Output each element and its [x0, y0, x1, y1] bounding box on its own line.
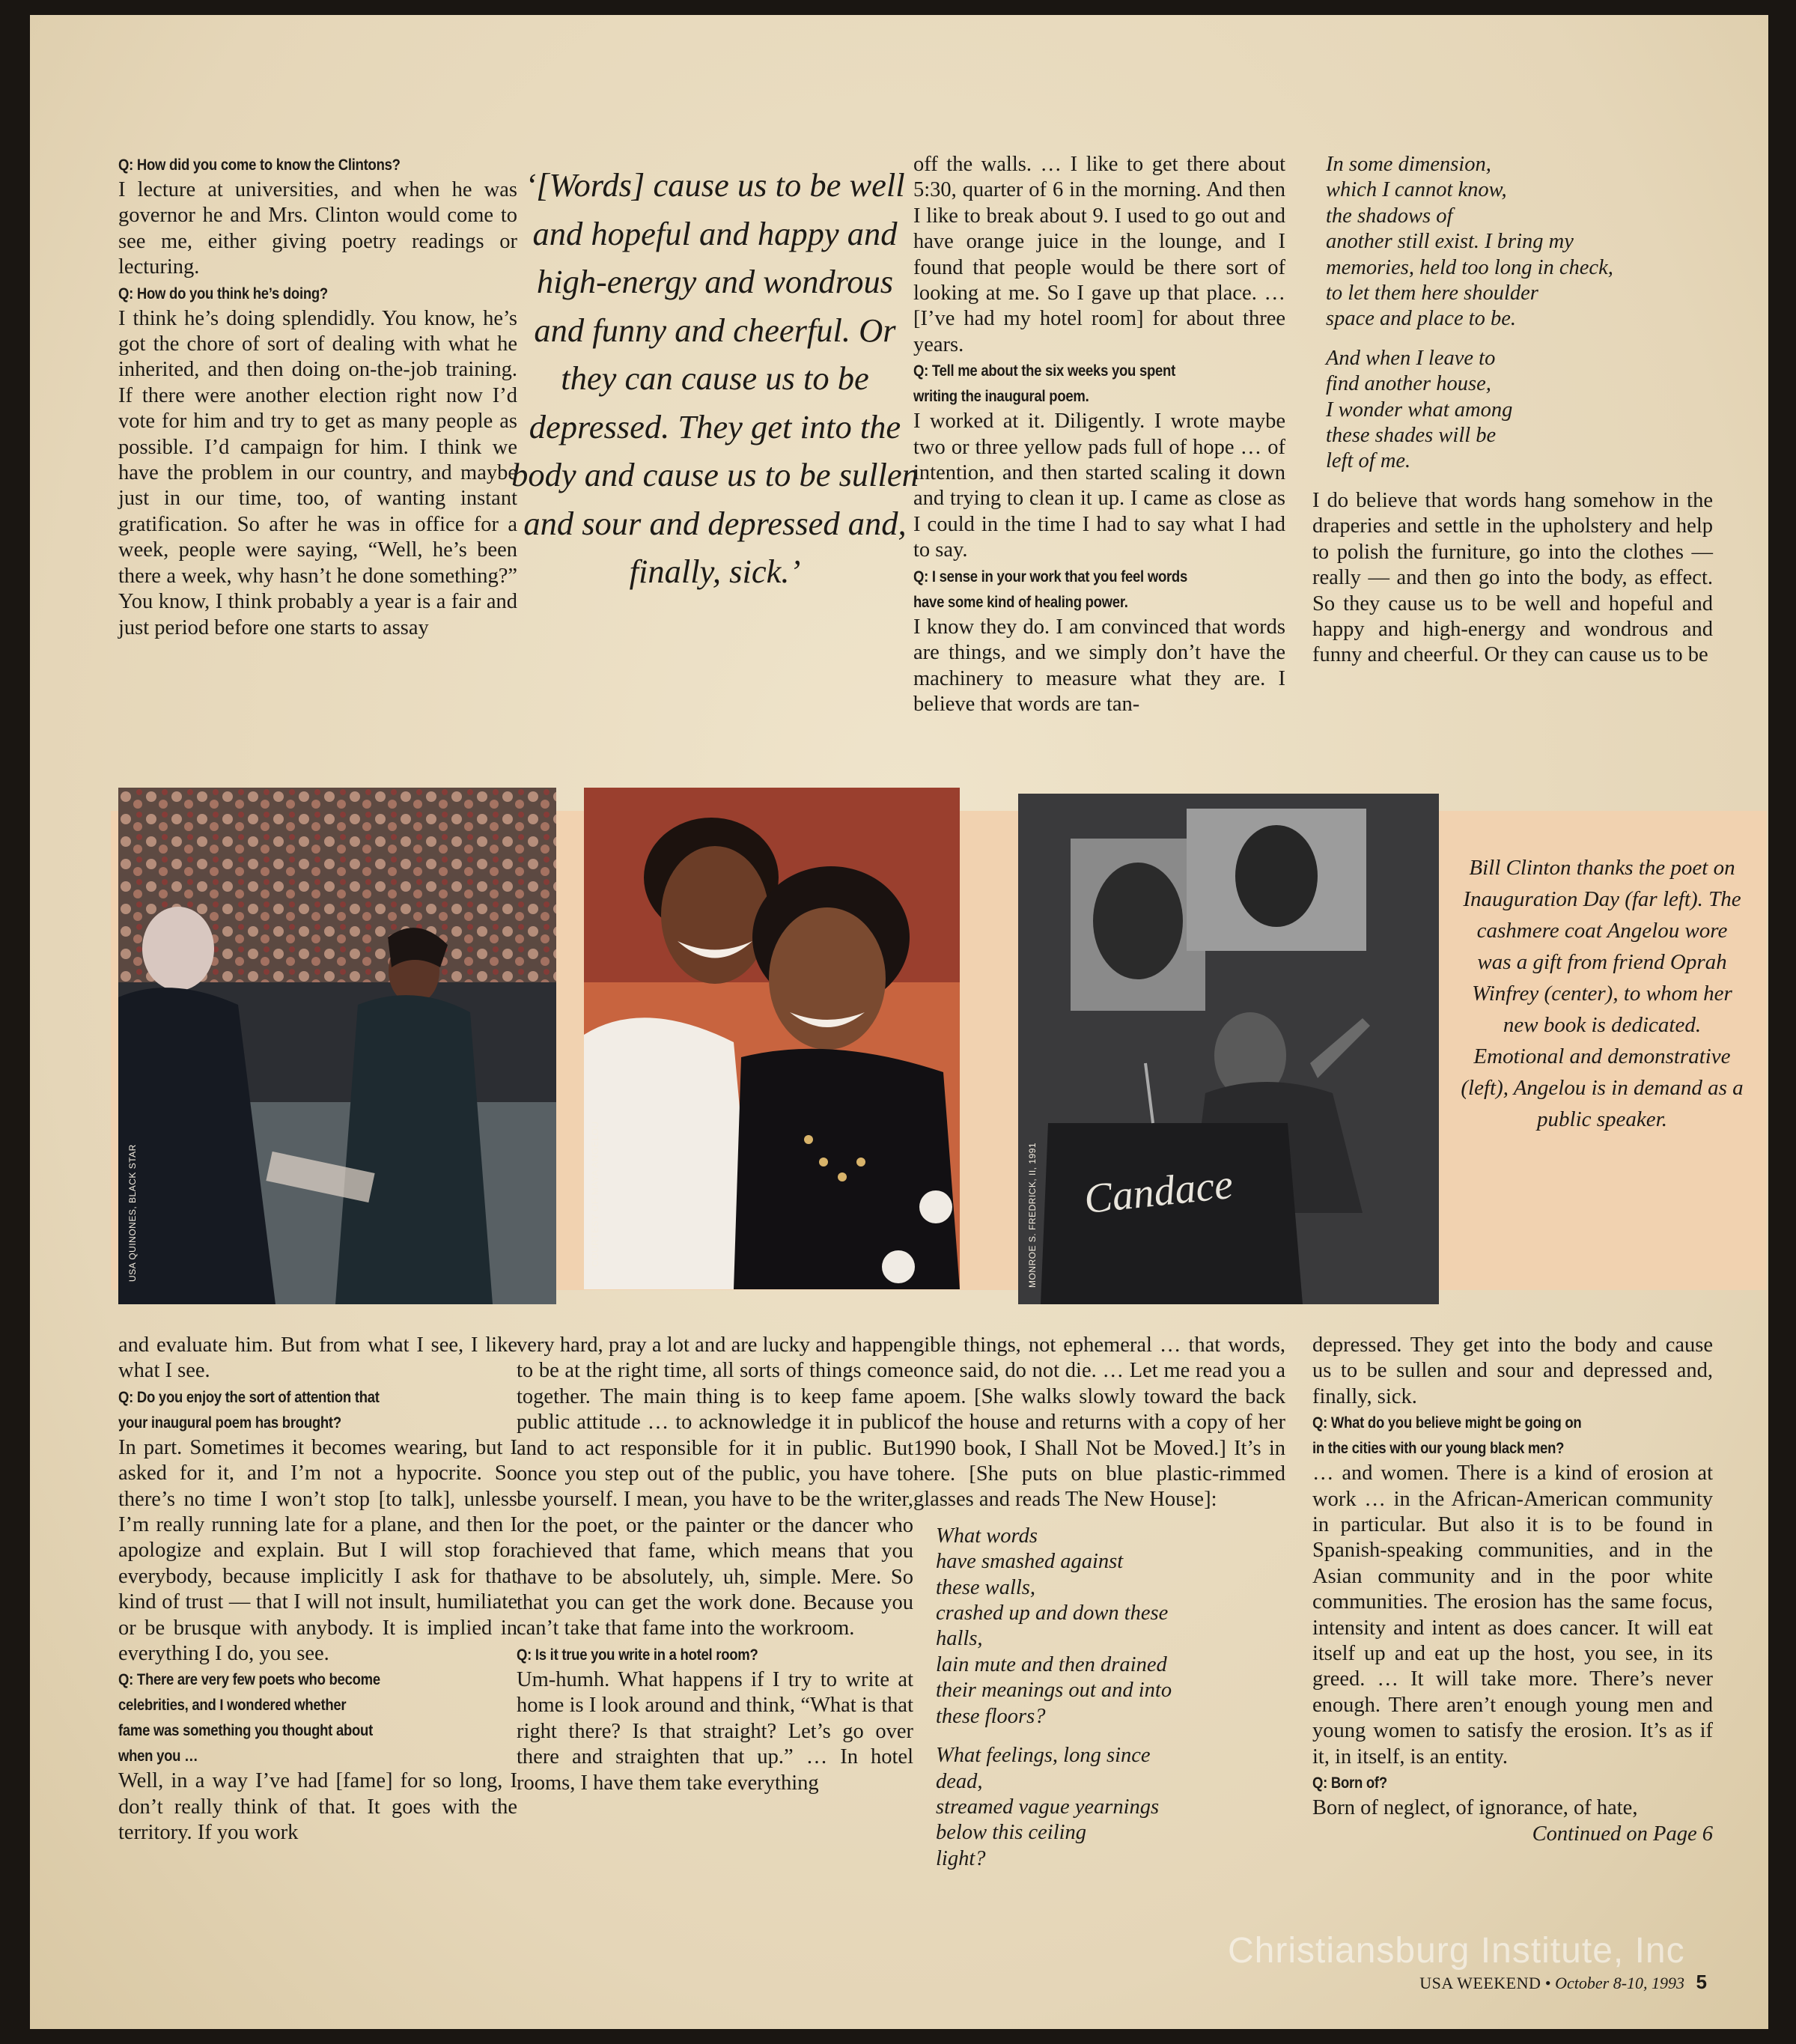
- question-line: Q: Do you enjoy the sort of attention that: [118, 1387, 380, 1406]
- poem-line: to let them here shoulder: [1326, 282, 1538, 305]
- poem-line: these walls,: [936, 1575, 1035, 1599]
- poem-stanza: [1326, 152, 1713, 332]
- poem-line: which I cannot know,: [1326, 178, 1507, 202]
- question-line: Q: What do you believe might be going on: [1312, 1414, 1582, 1432]
- poem-line: And when I leave to: [1326, 346, 1496, 370]
- column-3-bottom: [913, 1333, 1285, 1885]
- answer-paragraph: I lecture at universities, and when he was governor he and Mrs. Clinton would come to see me, either giving poetry readings or lecturing.: [118, 178, 517, 279]
- question-line: Q: Born of?: [1312, 1774, 1387, 1792]
- publication-name: USA WEEKEND: [1419, 1974, 1541, 1992]
- question-line: in the cities with our young black men?: [1312, 1439, 1565, 1458]
- speaker-image: [1018, 794, 1439, 1304]
- poem-line: memories, held too long in check,: [1326, 255, 1613, 279]
- column-1-top: [118, 152, 517, 641]
- poem-line: these floors?: [936, 1704, 1046, 1728]
- question-line: writing the inaugural poem.: [913, 387, 1089, 406]
- poem-line: dead,: [936, 1769, 983, 1793]
- question-line: Q: I sense in your work that you feel words: [913, 567, 1187, 585]
- poem-line: have smashed against: [936, 1550, 1124, 1574]
- column-2-bottom: [517, 1333, 913, 1796]
- poem-new-house-excerpt-bottom: [913, 1524, 1285, 1872]
- poem-new-house-excerpt-top: [1312, 152, 1713, 475]
- photo-credit-2: COURTESY OF MAYA ANGELOU: [590, 1121, 600, 1267]
- question-line: have some kind of healing power.: [913, 592, 1128, 611]
- footer-bullet: •: [1544, 1974, 1551, 1992]
- poem-line: space and place to be.: [1326, 307, 1517, 331]
- poem-stanza: [936, 1743, 1285, 1872]
- answer-paragraph: Born of neglect, of ignorance, of hate,: [1312, 1796, 1638, 1820]
- answer-paragraph: Um-humh. What happens if I try to write at home is I look around and think, “What is that right there? Is that straight? Let’s go over there and straighten that up.” … In hotel rooms, I have them take everything: [517, 1667, 913, 1795]
- column-4-top-text: I do believe that words hang somehow in the draperies and settle in the upholstery and help to polish the furniture, go into the clothes — really — and then go into the body, as effect. So they cause us to be well and hopeful and happy and high-energy and wondrous and funny and cheerful. Or they can cause us to be: [1312, 488, 1713, 667]
- poem-line: their meanings out and into: [936, 1679, 1172, 1703]
- poem-line: I wonder what among: [1326, 398, 1513, 422]
- column-4-top: [1312, 152, 1713, 669]
- inauguration-image: [118, 788, 556, 1304]
- continued-line: Continued on Page 6: [1532, 1822, 1713, 1846]
- poem-line: light?: [936, 1846, 986, 1870]
- question-line: Q: How did you come to know the Clintons?: [118, 156, 401, 174]
- question-line: your inaugural poem has brought?: [118, 1413, 341, 1432]
- question-line: celebrities, and I wondered whether: [118, 1696, 347, 1715]
- page-footer: [1419, 1971, 1707, 1994]
- column-4-bottom: [1312, 1333, 1713, 1847]
- photo-credit-1: USA QUINONES, BLACK STAR: [127, 1144, 138, 1282]
- watermark: Christiansburg Institute, Inc: [1228, 1931, 1685, 1971]
- column-1-bottom: [118, 1333, 517, 1846]
- poem-line: crashed up and down these: [936, 1602, 1169, 1625]
- photo-caption: Bill Clinton thanks the poet on Inauguration Day (far left). The cashmere coat Angelou wore was a gift from friend Oprah Winfrey (center), to whom her new book is dedicated. Emotional and demonstrative (left), Angelou is in demand as a public speaker.: [1461, 856, 1744, 1131]
- poem-stanza: [1326, 346, 1713, 475]
- poem-line: the shadows of: [1326, 204, 1453, 228]
- poem-line: another still exist. I bring my: [1326, 230, 1574, 254]
- question-line: fame was something you thought about: [118, 1721, 373, 1740]
- magazine-page: [30, 15, 1768, 2029]
- oprah-angelou-image: [584, 788, 960, 1289]
- photo-credit-3: MONROE S. FREDRICK, II, 1991: [1027, 1142, 1038, 1288]
- answer-paragraph: off the walls. … I like to get there about 5:30, quarter of 6 in the morning. And then I like to break about 9. I used to go out and have orange juice in the lounge, and I found that people would be there sort of looking at me. So I gave up that place. … [I’ve had my hotel room] for about three years.: [913, 153, 1285, 356]
- podium-sign: Candace: [1082, 1161, 1235, 1223]
- answer-paragraph: very hard, pray a lot and are lucky and happen to be at the right time, all sorts of things come together. The main thing is to keep fame a public attitude … to acknowledge it in public and to act responsible for it in public. But once you step out of the public, you have to be yourself. I mean, you have to be the writer, or the poet, or the painter or the dancer who achieved that fame, which means that you have to be absolutely, uh, simple. Mere. So that you can get the work done. Because you can’t take that fame into the workroom.: [517, 1333, 913, 1640]
- column-4-bottom-body: [1312, 1333, 1713, 1822]
- issue-date: October 8-10, 1993: [1555, 1974, 1685, 1992]
- poem-line: What words: [936, 1524, 1038, 1548]
- page-number: 5: [1696, 1971, 1707, 1993]
- answer-paragraph: In part. Sometimes it becomes wearing, but I asked for it, and I’m not a hypocrite. So there’s no time I won’t stop [to talk], unless I’m really running late for a plane, and then I apologize and explain. But I will stop for everybody, because implicitly I ask for that kind of trust — that I will not insult, humiliate or be brusque with anybody. It is implied in everything I do, you see.: [118, 1435, 517, 1666]
- question-line: Q: There are very few poets who become: [118, 1670, 380, 1689]
- answer-paragraph: … and women. There is a kind of erosion at work … in the African-American community in particular. But also it is to be found in Spanish-speaking communities, and in the Asian community and in the poor white communities. The erosion has the same focus, intensity and intent as does cancer. It will eat itself up and eat up the host, you see, in its greed. … It will take more. There’s never enough. There aren’t enough young men and young women to satisfy the erosion. It’s as if it, in itself, is an entity.: [1312, 1461, 1713, 1768]
- column-3-bottom-text: gible things, not ephemeral … that words, once said, do not die. … Let me read you a poem. [She walks slowly toward the back of the house and returns with a copy of her 1990 book, I Shall Not be Moved.] It’s in here. [She puts on blue plastic-rimmed glasses and reads The New House]:: [913, 1333, 1285, 1512]
- question-line: when you …: [118, 1747, 198, 1765]
- answer-paragraph: depressed. They get into the body and cause us to be sullen and sour and depressed and, finally, sick.: [1312, 1333, 1713, 1408]
- photo-speaker: [1018, 794, 1439, 1304]
- poem-line: these shades will be: [1326, 424, 1497, 448]
- question-line: Q: Is it true you write in a hotel room?: [517, 1645, 758, 1664]
- answer-paragraph: Well, in a way I’ve had [fame] for so long, I don’t really think of that. It goes with the territory. If you work: [118, 1769, 517, 1845]
- answer-paragraph: and evaluate him. But from what I see, I like what I see.: [118, 1333, 517, 1383]
- photo-oprah-angelou: [584, 788, 960, 1289]
- poem-stanza: [936, 1524, 1285, 1730]
- answer-paragraph: I know they do. I am convinced that words are things, and we simply don’t have the machinery to measure what they are. I believe that words are tan-: [913, 615, 1285, 716]
- poem-line: What feelings, long since: [936, 1744, 1151, 1768]
- poem-line: lain mute and then drained: [936, 1652, 1167, 1676]
- poem-line: halls,: [936, 1627, 983, 1651]
- answer-paragraph: I think he’s doing splendidly. You know, he’s got the chore of sort of dealing with what he inherited, and then doing on-the-job training. If there were another election right now I’d vote for him and try to get as many people as possible. I’d campaign for him. I think we have the problem in our country, and maybe just in our time, too, of wanting instant gratification. So after he was in office for a week, people were saying, “Well, he’s been there a week, why hasn’t he done something?” You know, I think probably a year is a fair and just period before one starts to assay: [118, 306, 517, 639]
- question-line: Q: How do you think he’s doing?: [118, 284, 328, 302]
- question-line: Q: Tell me about the six weeks you spent: [913, 362, 1175, 380]
- poem-line: streamed vague yearnings: [936, 1795, 1160, 1819]
- pull-quote: ‘[Words] cause us to be well and hopeful and happy and high-energy and wondrous and funny and cheerful. Or they can cause us to be depressed. They get into the body and cause us to be sullen and sour and depressed and, finally, sick.’: [511, 166, 919, 590]
- poem-line: In some dimension,: [1326, 153, 1491, 176]
- poem-line: find another house,: [1326, 372, 1491, 396]
- poem-line: below this ceiling: [936, 1821, 1087, 1845]
- photo-inauguration: [118, 788, 556, 1304]
- poem-line: left of me.: [1326, 449, 1411, 473]
- answer-paragraph: I worked at it. Diligently. I wrote maybe two or three yellow pads full of hope … of intention, and then started scaling it down and trying to clean it up. I came as close as I could in the time I had to say what I had to say.: [913, 410, 1285, 562]
- column-3-top: [913, 152, 1285, 717]
